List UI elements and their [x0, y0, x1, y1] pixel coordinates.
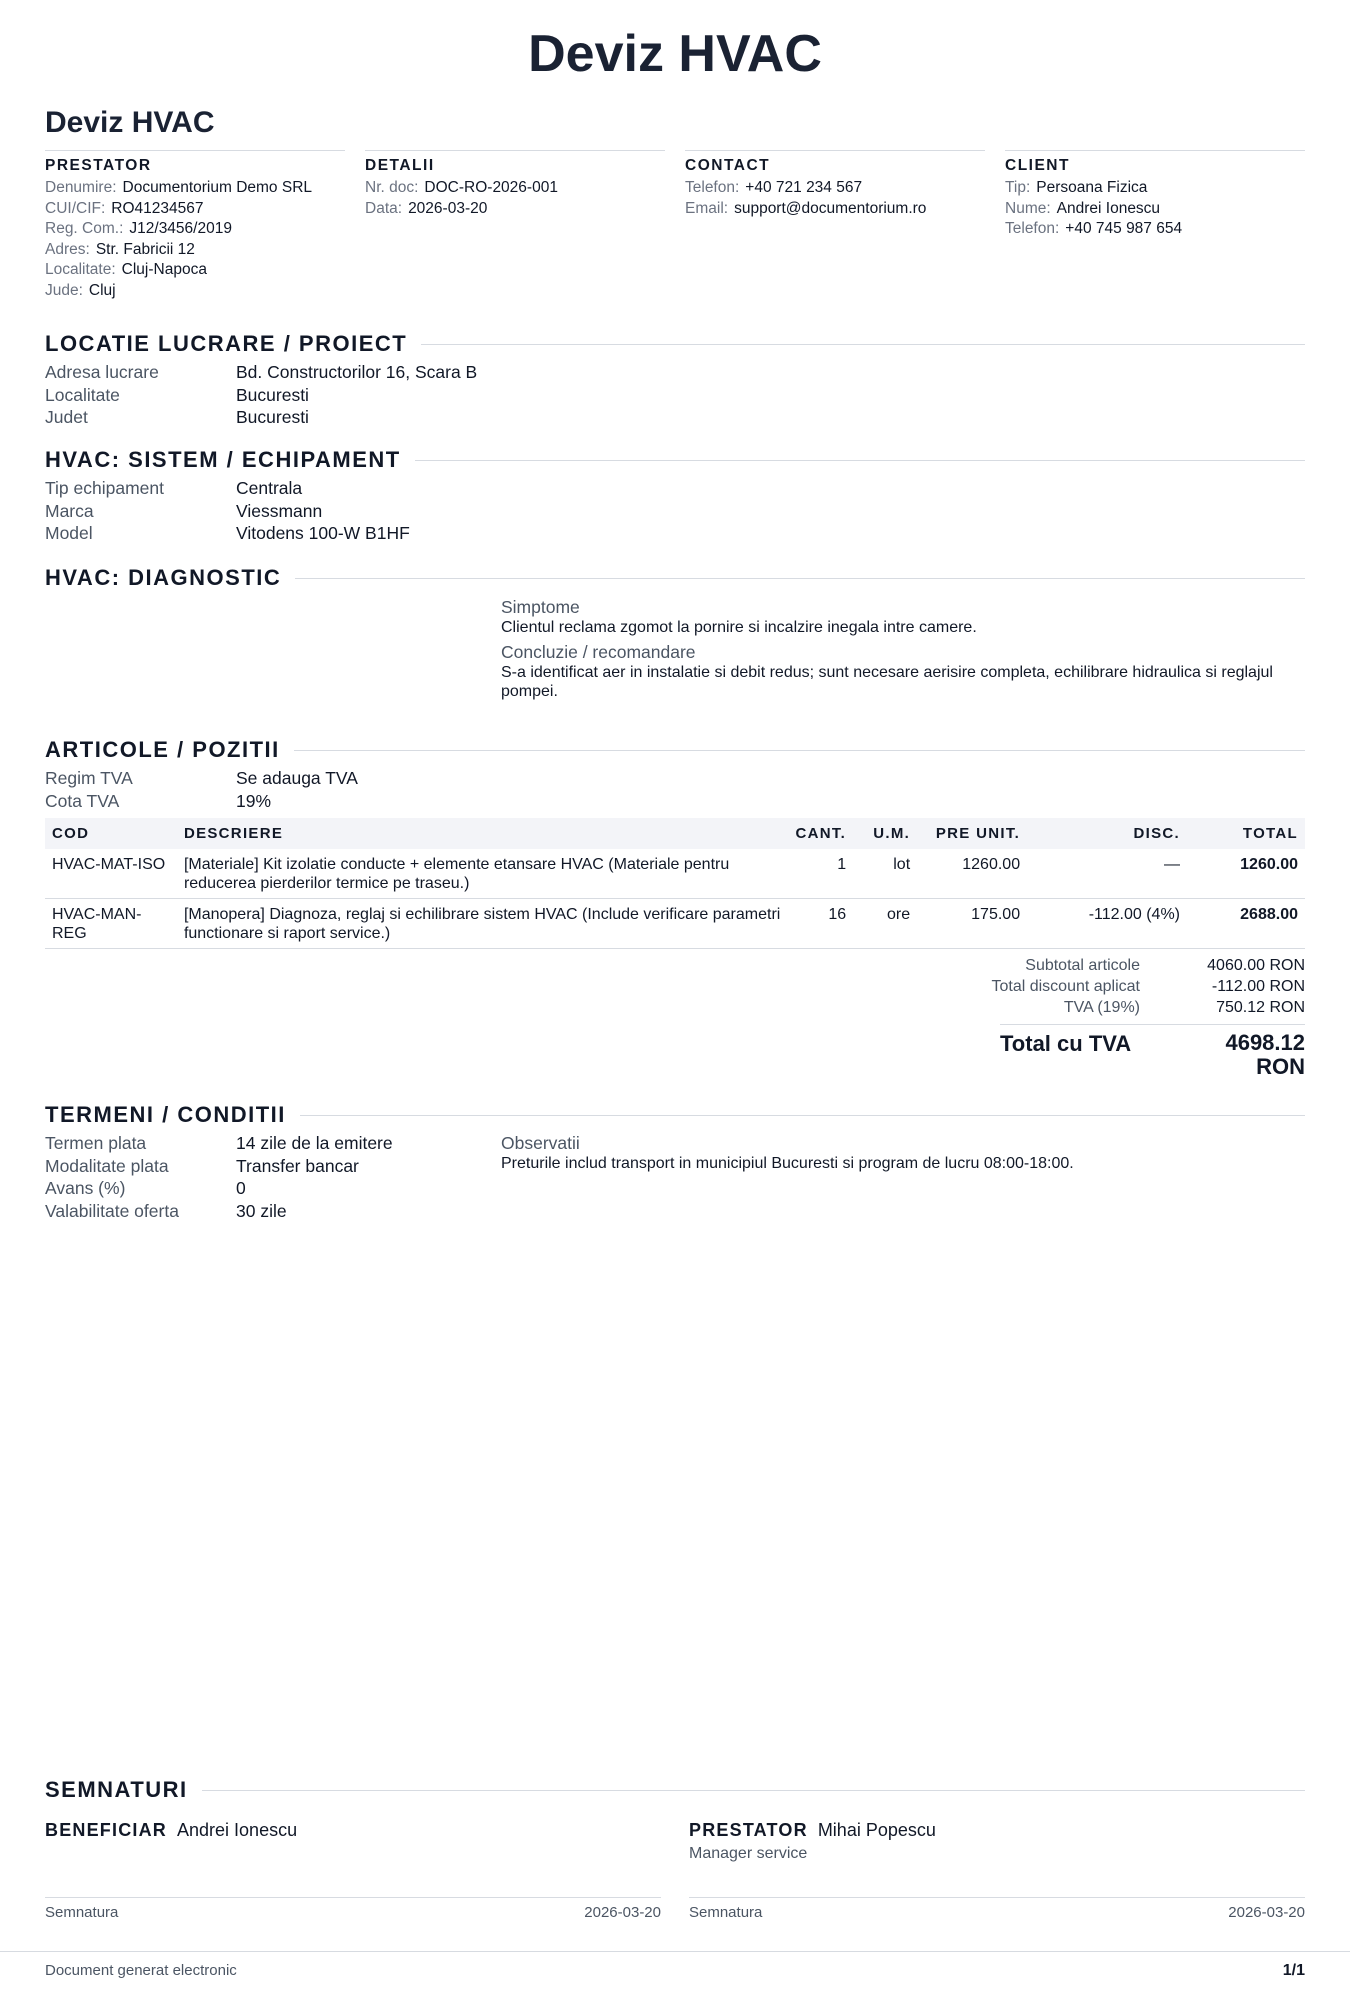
cell-cod: HVAC-MAT-ISO	[45, 849, 177, 899]
info-value: Documentorium Demo SRL	[122, 179, 313, 196]
info-value: Str. Fabricii 12	[95, 240, 195, 258]
tva-row	[45, 997, 1305, 1018]
col-header-disc: DISC.	[1027, 818, 1187, 849]
kv-label: Judet	[45, 407, 88, 427]
prestator-info	[45, 150, 345, 301]
kv-label: Regim TVA	[45, 768, 133, 788]
discount-row	[45, 976, 1305, 997]
table-row	[45, 849, 1305, 899]
info-row	[365, 178, 665, 199]
diagnostic-details	[501, 596, 1305, 701]
page-footer	[45, 1962, 1305, 1980]
kv-value: Transfer bancar	[236, 1155, 359, 1176]
info-row	[365, 199, 665, 220]
kv-row	[45, 477, 1305, 500]
observatii-text: Preturile includ transport in municipiul Bucuresti si program de lucru 08:00-18:00.	[501, 1155, 1074, 1172]
table-row	[45, 899, 1305, 949]
col-header-cod: COD	[45, 818, 177, 849]
contact-email: support@documentorium.ro	[734, 199, 927, 217]
diagnostic-section	[45, 564, 1305, 714]
tva-label: TVA (19%)	[1063, 999, 1140, 1016]
col-header-pret: PRE UNIT.	[917, 818, 1027, 849]
info-label: Telefon:	[1005, 220, 1060, 237]
info-label: Data:	[365, 199, 403, 217]
section-divider	[415, 460, 1305, 461]
kv-row	[45, 500, 1305, 523]
section-divider	[294, 750, 1305, 751]
info-label: CUI/CIF:	[45, 199, 106, 217]
cell-total: 2688.00	[1187, 899, 1305, 949]
info-value: RO41234567	[111, 199, 204, 217]
grand-total-value: 4698.12 RON	[1225, 1030, 1305, 1079]
info-label: Tip:	[1005, 179, 1031, 196]
info-row	[45, 178, 345, 199]
prestator-signature-line	[689, 1897, 1305, 1921]
kv-value: Bd. Constructorilor 16, Scara B	[236, 362, 478, 382]
beneficiar-name: Andrei Ionescu	[177, 1820, 298, 1840]
prestator-heading: PRESTATOR	[45, 157, 152, 174]
kv-value: Viessmann	[236, 500, 323, 521]
kv-label: Model	[45, 523, 93, 543]
concluzie-text: S-a identificat aer in instalatie si debit redus; sunt necesare aerisire completa, echilibrare hidraulica si reglajul pompei.	[501, 664, 1273, 700]
kv-value: 0	[236, 1178, 246, 1198]
kv-row	[45, 767, 1305, 790]
section-divider	[421, 344, 1305, 345]
subtotal-row	[45, 955, 1305, 976]
info-value: Andrei Ionescu	[1056, 199, 1161, 217]
signature-label: Semnatura	[689, 1904, 763, 1921]
table-header-row	[45, 818, 1305, 849]
prestator-name: Mihai Popescu	[817, 1820, 936, 1840]
kv-label: Marca	[45, 500, 94, 521]
kv-value: Bucuresti	[236, 384, 309, 405]
info-row	[685, 199, 985, 220]
info-row	[45, 281, 345, 302]
kv-label: Valabilitate oferta	[45, 1200, 179, 1221]
kv-row	[45, 522, 1305, 545]
kv-label: Modalitate plata	[45, 1155, 169, 1176]
contact-info	[685, 150, 985, 301]
info-row	[1005, 199, 1305, 220]
info-label: Telefon:	[685, 179, 740, 196]
simptome-text: Clientul reclama zgomot la pornire si incalzire inegala intre camere.	[501, 619, 977, 636]
page-number: 1/1	[1282, 1962, 1305, 1979]
locatie-section	[45, 330, 1305, 429]
info-label: Localitate:	[45, 261, 116, 278]
cell-pret: 1260.00	[917, 849, 1027, 899]
sistem-section	[45, 446, 1305, 545]
cell-pret: 175.00	[917, 899, 1027, 949]
kv-value: 14 zile de la emitere	[236, 1133, 393, 1153]
termeni-section	[45, 1101, 1305, 1231]
discount-value: -112.00 RON	[1211, 978, 1305, 995]
kv-label: Cota TVA	[45, 790, 120, 811]
main-title: Deviz HVAC	[528, 25, 822, 83]
kv-label: Localitate	[45, 384, 120, 405]
info-row	[45, 199, 345, 220]
info-value: Cluj	[88, 281, 116, 299]
signature-date: 2026-03-20	[1228, 1904, 1305, 1921]
grand-total-label: Total cu TVA	[1000, 1031, 1132, 1056]
signature-date: 2026-03-20	[584, 1904, 661, 1921]
col-header-descriere: DESCRIERE	[177, 818, 789, 849]
section-divider	[202, 1790, 1305, 1791]
kv-row	[45, 384, 1305, 407]
section-title: SEMNATURI	[45, 1777, 188, 1802]
document-title: Deviz HVAC	[45, 106, 215, 139]
cell-cant: 1	[788, 849, 853, 899]
info-value: 2026-03-20	[408, 199, 488, 217]
cell-cod: HVAC-MAN-REG	[45, 899, 177, 949]
subtotal-label: Subtotal articole	[1025, 957, 1140, 974]
kv-value: Se adauga TVA	[236, 768, 358, 788]
client-info	[1005, 150, 1305, 301]
info-row	[45, 260, 345, 281]
tva-value: 750.12 RON	[1216, 999, 1305, 1016]
totals-block	[45, 955, 1305, 1079]
cell-total: 1260.00	[1187, 849, 1305, 899]
signature-label: Semnatura	[45, 1904, 119, 1921]
signature-lines	[45, 1897, 1305, 1921]
section-title: HVAC: SISTEM / ECHIPAMENT	[45, 447, 401, 472]
kv-value: 19%	[236, 790, 272, 811]
detalii-info	[365, 150, 665, 301]
observatii-label: Observatii	[501, 1133, 580, 1153]
section-title: LOCATIE LUCRARE / PROIECT	[45, 331, 408, 356]
detalii-heading: DETALII	[365, 157, 435, 174]
footer-note: Document generat electronic	[45, 1962, 237, 1979]
col-header-total: TOTAL	[1187, 818, 1305, 849]
cell-descriere: [Manopera] Diagnoza, reglaj si echilibrare sistem HVAC (Include verificare parametri functionare si raport service.)	[177, 899, 789, 949]
kv-label: Tip echipament	[45, 478, 164, 498]
signature-names	[45, 1818, 1305, 1864]
info-value: Persoana Fizica	[1036, 179, 1148, 196]
kv-label: Termen plata	[45, 1133, 147, 1153]
section-title: TERMENI / CONDITII	[45, 1102, 286, 1127]
kv-row	[45, 1200, 1305, 1223]
info-row	[1005, 219, 1305, 240]
subtotal-value: 4060.00 RON	[1207, 957, 1305, 974]
kv-row	[45, 361, 1305, 384]
section-divider	[300, 1115, 1305, 1116]
cell-disc: —	[1027, 849, 1187, 899]
grand-total-row	[1000, 1024, 1305, 1079]
observatii-block	[501, 1132, 1074, 1173]
info-row	[45, 240, 345, 261]
kv-label: Avans (%)	[45, 1178, 126, 1198]
cell-um: lot	[853, 849, 917, 899]
info-label: Email:	[685, 199, 729, 217]
kv-value: 30 zile	[236, 1200, 287, 1221]
kv-value: Centrala	[236, 478, 303, 498]
prestator-signature	[689, 1818, 1305, 1864]
document-page	[45, 0, 1305, 2000]
info-value: DOC-RO-2026-001	[424, 179, 558, 196]
footer-divider	[0, 1951, 1350, 1952]
kv-label: Adresa lucrare	[45, 362, 159, 382]
cell-descriere: [Materiale] Kit izolatie conducte + elemente etansare HVAC (Materiale pentru reducerea pierderilor termice pe traseu.)	[177, 849, 789, 899]
section-title: HVAC: DIAGNOSTIC	[45, 565, 282, 590]
cell-um: ore	[853, 899, 917, 949]
party-info-grid	[45, 150, 1305, 301]
col-header-um: U.M.	[853, 818, 917, 849]
concluzie-label: Concluzie / recomandare	[501, 642, 696, 662]
kv-row	[45, 1177, 1305, 1200]
info-row	[685, 178, 985, 199]
beneficiar-signature	[45, 1818, 661, 1864]
cell-disc: -112.00 (4%)	[1027, 899, 1187, 949]
info-label: Nume:	[1005, 199, 1051, 217]
kv-value: Bucuresti	[236, 407, 309, 427]
client-heading: CLIENT	[1005, 157, 1070, 174]
contact-phone: +40 721 234 567	[745, 179, 863, 196]
info-label: Nr. doc:	[365, 179, 419, 196]
info-value: +40 745 987 654	[1065, 220, 1183, 237]
articole-section	[45, 736, 1305, 949]
kv-value: Vitodens 100-W B1HF	[236, 523, 410, 543]
contact-heading: CONTACT	[685, 157, 771, 174]
info-value: J12/3456/2019	[129, 220, 232, 237]
beneficiar-signature-line	[45, 1897, 661, 1921]
discount-label: Total discount aplicat	[991, 978, 1140, 995]
section-title: ARTICOLE / POZITII	[45, 737, 280, 762]
semnaturi-section	[45, 1776, 1305, 1804]
info-row	[45, 219, 345, 240]
info-label: Reg. Com.:	[45, 220, 124, 237]
kv-row	[45, 790, 1305, 813]
info-label: Jude:	[45, 281, 83, 299]
prestator-position: Manager service	[689, 1845, 808, 1862]
section-divider	[295, 578, 1305, 579]
info-label: Denumire:	[45, 179, 117, 196]
items-table	[45, 818, 1305, 949]
beneficiar-role: BENEFICIAR	[45, 1820, 168, 1840]
col-header-cant: CANT.	[788, 818, 853, 849]
info-label: Adres:	[45, 240, 90, 258]
prestator-role: PRESTATOR	[689, 1820, 808, 1840]
cell-cant: 16	[788, 899, 853, 949]
info-row	[1005, 178, 1305, 199]
kv-row	[45, 406, 1305, 429]
info-value: Cluj-Napoca	[121, 261, 207, 278]
simptome-label: Simptome	[501, 597, 580, 617]
